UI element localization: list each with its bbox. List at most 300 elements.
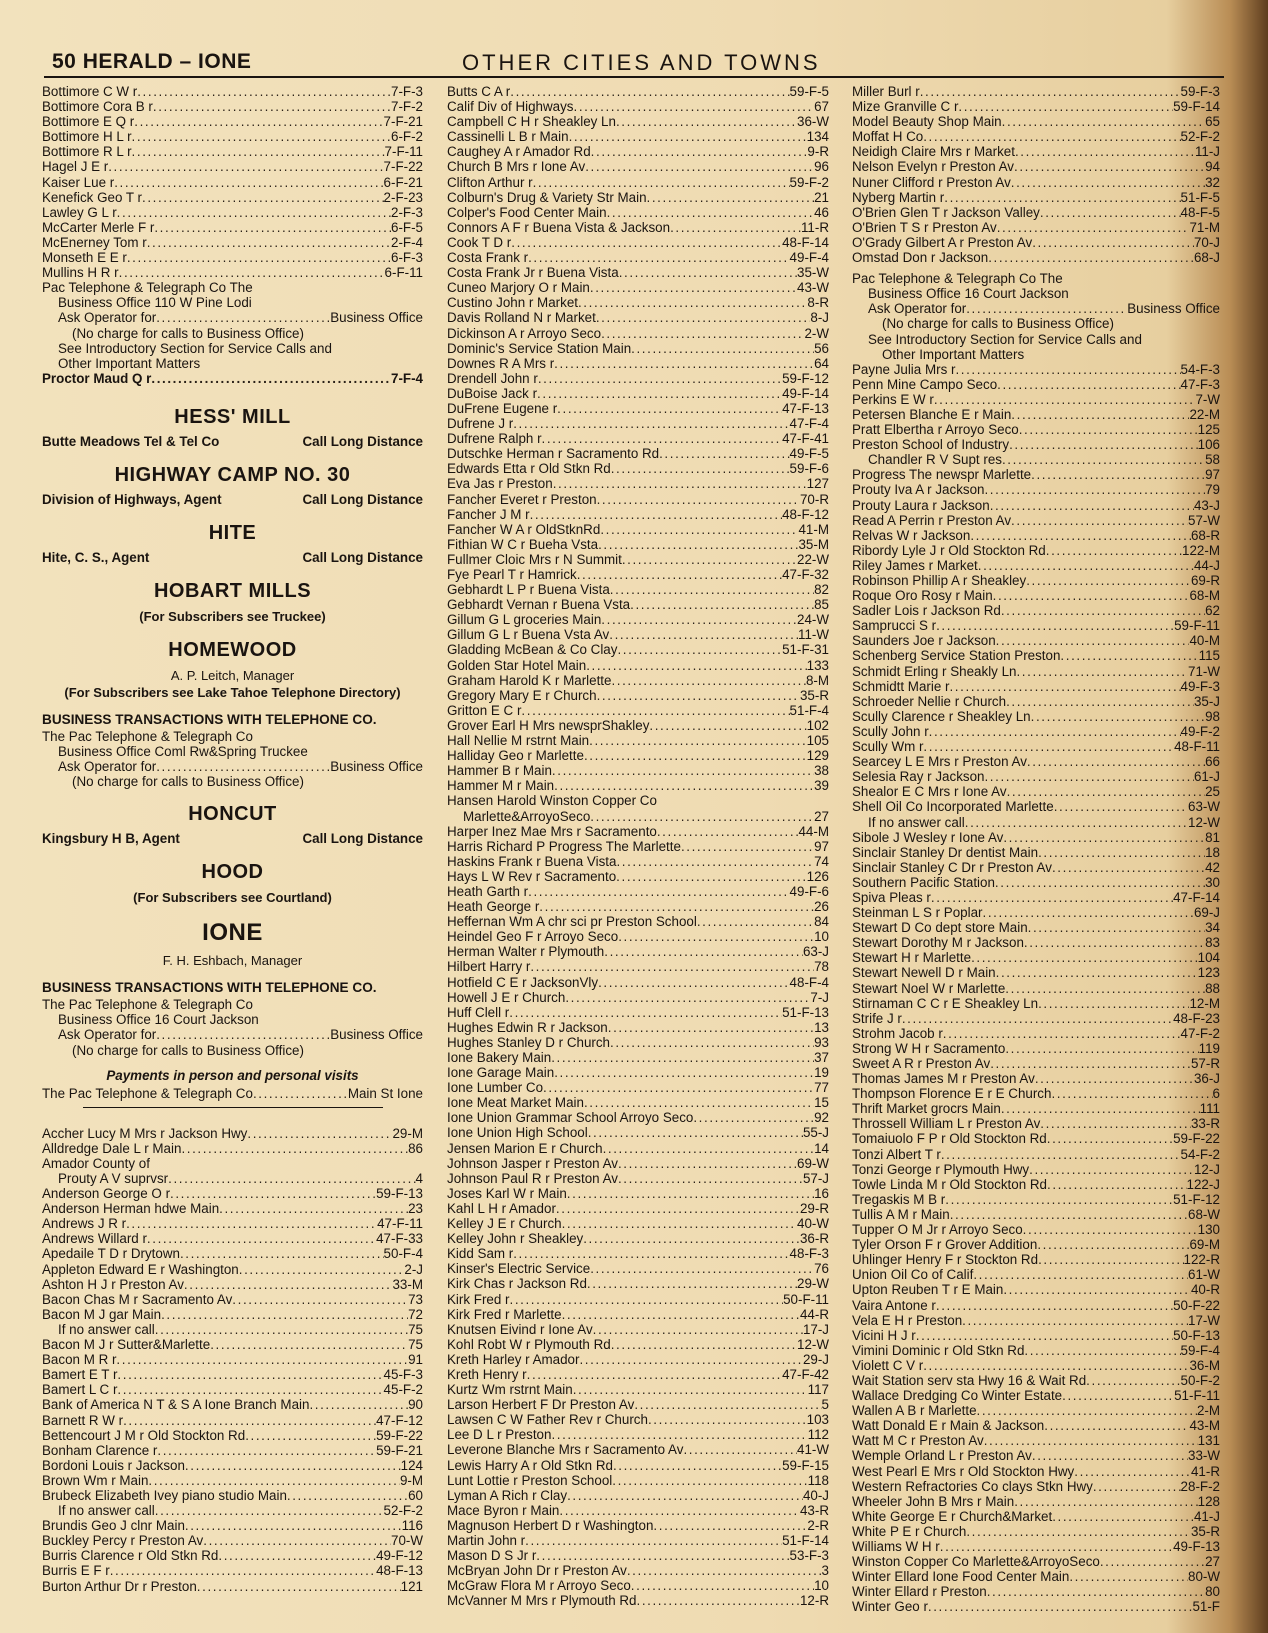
leader-dots [1047, 1131, 1173, 1146]
listing-group [447, 84, 829, 1608]
listing-number: 69-J [1193, 905, 1220, 921]
listing-name: Prouty Laura r Jackson [852, 497, 990, 513]
leader-dots [1031, 467, 1205, 482]
listing-row [852, 799, 1220, 814]
listing-number: 70-W [391, 1533, 423, 1549]
leader-dots [1015, 144, 1195, 159]
listing-number: 71-W [1188, 663, 1220, 679]
listing-number: 6 [1212, 1086, 1220, 1102]
listing-number: 51-F-31 [782, 642, 829, 658]
listing-row [852, 1418, 1220, 1433]
listing-number: 128 [1197, 1493, 1220, 1509]
listing-number: 2-M [1196, 1403, 1220, 1419]
listing-row [852, 1177, 1220, 1192]
listing-number: 10 [814, 1578, 829, 1594]
leader-dots [584, 1095, 814, 1110]
leader-dots [108, 159, 383, 174]
listing-row [447, 658, 829, 673]
listing-number: 115 [1198, 648, 1220, 664]
listing-name: Perkins E W r [852, 391, 934, 407]
leader-dots [631, 1578, 814, 1593]
listing-name: Kelley J E r Church [447, 1216, 562, 1232]
leader-dots [931, 890, 1173, 905]
listing-name: Kaiser Lue r [42, 174, 115, 190]
listing-row [852, 1131, 1220, 1146]
leader-dots [117, 1367, 383, 1382]
listing-row [447, 356, 829, 371]
leader-dots [1038, 1252, 1183, 1267]
listing-name: Anderson Herman hdwe Main [42, 1201, 220, 1217]
listing-number: 61-W [1188, 1267, 1220, 1283]
listing-number: 49-F-14 [782, 385, 829, 401]
listing-name: Winter Ellard Ione Food Center Main [852, 1569, 1070, 1585]
listing-name: Bonham Clarence r [42, 1442, 158, 1458]
listing-name: Violett C V r [852, 1357, 924, 1373]
leader-dots [988, 250, 1194, 265]
listing-row [447, 1080, 829, 1095]
listing-number: 105 [806, 733, 829, 749]
listing-row [852, 528, 1220, 543]
listing-name: DuFrene Eugene r [447, 400, 558, 416]
listing-number: 11-W [798, 627, 829, 643]
listing-name: Williams W H r [852, 1539, 940, 1554]
listing-row [447, 959, 829, 974]
leader-dots [137, 84, 391, 99]
listing-row [447, 1322, 829, 1337]
listing-name: Hagel J E r [42, 159, 109, 175]
listing-name: Gillum G L groceries Main [447, 612, 602, 628]
leader-dots [697, 914, 814, 929]
section-manager: F. H. Eshbach, Manager [162, 953, 303, 969]
listing-row [447, 1186, 829, 1201]
leader-dots [940, 1539, 1173, 1554]
listing-row [852, 99, 1220, 114]
listing-number: 59-F-21 [376, 1442, 423, 1458]
listing-number: 51-F-5 [1180, 189, 1220, 205]
listing-row [42, 1126, 423, 1141]
leader-dots [993, 588, 1190, 603]
listing-number: 36-M [1189, 1357, 1220, 1373]
listing-name: Tregaskis M B r [852, 1191, 946, 1207]
leader-dots [147, 1231, 376, 1246]
leader-dots [611, 461, 790, 476]
leader-dots [609, 627, 798, 642]
section-title-hood: HOOD [201, 861, 264, 884]
leader-dots [510, 1292, 784, 1307]
listing-row [852, 1252, 1220, 1267]
listing-row [852, 664, 1220, 679]
leader-dots [1002, 114, 1205, 129]
leader-dots [525, 1533, 782, 1548]
listing-row [447, 778, 829, 793]
listing-name: Church B Mrs r Ione Av [447, 159, 586, 175]
listing-number: 26 [814, 899, 829, 915]
listing-row [447, 1171, 829, 1186]
listing-name: If no answer call [58, 1321, 155, 1337]
listing-name: Dutschke Herman r Sacramento Rd [447, 446, 660, 462]
leader-dots [117, 1382, 383, 1397]
listing-number: 12-M [1189, 995, 1220, 1011]
listing-number: 48-F-5 [1180, 204, 1220, 220]
listing-number: 63-W [1188, 799, 1220, 815]
listing-row [852, 633, 1220, 648]
listing-number: 6-F-5 [391, 219, 423, 235]
leader-dots [1001, 1101, 1200, 1116]
leader-dots [923, 739, 1174, 754]
listing-number: 79 [1205, 482, 1220, 498]
listing-row [447, 733, 829, 748]
leader-dots [537, 386, 782, 401]
listing-number: 48-F-12 [782, 506, 829, 522]
leader-dots [1093, 1479, 1181, 1494]
leader-dots [553, 476, 807, 491]
listing-number: 86 [408, 1140, 423, 1156]
listing-row [447, 1382, 829, 1397]
pac-see: See Introductory Section for Service Calls and [58, 340, 332, 356]
listing-number: 12-J [1193, 1161, 1220, 1177]
listing-name: Barnett R W r [42, 1412, 124, 1428]
listing-number: 51-F-12 [1173, 1191, 1220, 1207]
listing-number: Business Office [330, 310, 423, 326]
listing-number: 126 [806, 868, 829, 884]
listing-number: 61-J [1193, 769, 1220, 785]
listing-number: 35-J [1193, 693, 1220, 709]
leader-dots [530, 507, 783, 522]
leader-dots [197, 1579, 401, 1594]
leader-dots [562, 1216, 797, 1231]
listing-row [852, 981, 1220, 996]
leader-dots [973, 1267, 1188, 1282]
listing-row [447, 1156, 829, 1171]
leader-dots [239, 1262, 405, 1277]
page-title: OTHER CITIES AND TOWNS [462, 50, 821, 75]
listing-number: 82 [814, 582, 829, 598]
listing-name: Kinser's Electric Service [447, 1261, 591, 1277]
leader-dots [528, 884, 789, 899]
listing-name: Brubeck Elizabeth Ivey piano studio Main [42, 1487, 287, 1503]
leader-dots [928, 1599, 1193, 1614]
pac-ask: Ask Operator for ..... Business Office [42, 759, 423, 774]
listing-row [852, 498, 1220, 513]
leader-dots [148, 1473, 400, 1488]
listing-number: 78 [814, 959, 829, 975]
pac-nocharge: (No charge for calls to Business Office) [72, 774, 304, 790]
listing-row [42, 250, 423, 265]
listing-number: 47-F-33 [376, 1231, 423, 1247]
listing-number: 66 [1205, 754, 1220, 770]
listing-name: Bank of America N T & S A Ione Branch Main [42, 1397, 310, 1413]
listing-name: Towle Linda M r Old Stockton Rd [852, 1176, 1047, 1192]
listing-row [447, 1352, 829, 1367]
leader-dots [987, 1584, 1205, 1599]
listing-number: 59-F-14 [1173, 99, 1220, 115]
listing-name: Stewart H r Marlette [852, 950, 972, 966]
leader-dots [1060, 648, 1198, 663]
leader-dots [565, 990, 810, 1005]
listing-number: 2-F-4 [391, 234, 423, 250]
listing-name: Watt M C r Preston Av [852, 1433, 984, 1449]
leader-dots [185, 1518, 402, 1533]
leader-dots [949, 679, 1180, 694]
leader-dots [569, 129, 807, 144]
listing-row [447, 1035, 829, 1050]
listing-row [447, 280, 829, 295]
leader-dots [990, 498, 1194, 513]
leader-dots [613, 1458, 782, 1473]
listing-row: Hansen Harold Winston Copper Co [447, 793, 657, 809]
leader-dots [902, 1011, 1173, 1026]
listing-name: Ask Operator for [58, 310, 157, 326]
leader-dots [1052, 1509, 1194, 1524]
listing-row [447, 401, 829, 416]
listing-number: 44-M [798, 823, 829, 839]
listing-number: 17-W [1188, 1312, 1220, 1328]
listing-number: 81 [1205, 829, 1220, 845]
leader-dots [1086, 1373, 1180, 1388]
listing-name: Harper Inez Mae Mrs r Sacramento [447, 823, 657, 839]
listing-name: Stewart D Co dept store Main [852, 920, 1028, 936]
leader-dots [590, 1261, 814, 1276]
listing-number: 17-J [802, 1321, 829, 1337]
listing-name: Brundis Geo J clnr Main [42, 1518, 185, 1534]
listing-name: Searcey L E Mrs r Preston Av [852, 754, 1027, 770]
listing-number: 6-F-3 [391, 250, 423, 266]
listing-name: Mize Granville C r [852, 99, 959, 115]
listing-name: Caughey A r Amador Rd [447, 144, 591, 160]
leader-dots [966, 1524, 1191, 1539]
leader-dots [610, 1035, 814, 1050]
listing-name: Fancher Everet r Preston [447, 491, 597, 507]
listing-row [447, 597, 829, 612]
listing-row [852, 950, 1220, 965]
listing-name: Mace Byron r Main [447, 1502, 560, 1518]
listing-row [447, 144, 829, 159]
section-title-highway: HIGHWAY CAMP NO. 30 [114, 463, 351, 486]
listing-number: 48-F-23 [1173, 1010, 1220, 1026]
leader-dots [943, 1026, 1181, 1041]
listing-name: Tullis A M r Main [852, 1206, 950, 1222]
listing-number: 29-W [797, 1276, 829, 1292]
leader-dots [247, 1126, 392, 1141]
leader-dots [1035, 1071, 1194, 1086]
listing-number: 49-F-2 [1180, 723, 1220, 739]
listing-number: 45-F-3 [383, 1367, 423, 1383]
listing-number: 80 [1205, 1584, 1220, 1600]
listing-name: Sinclair Stanley Dr dentist Main [852, 844, 1039, 860]
leader-dots [539, 899, 814, 914]
leader-dots [557, 401, 782, 416]
leader-dots [184, 1277, 393, 1292]
leader-dots [618, 1156, 797, 1171]
listing-row [852, 1026, 1220, 1041]
listing-name: McBryan John Dr r Preston Av [447, 1563, 627, 1579]
column-2 [447, 84, 829, 1608]
listing-row [852, 1539, 1220, 1554]
listing-row [447, 250, 829, 265]
leader-dots [958, 99, 1173, 114]
listing-row [42, 1503, 423, 1518]
listing-number: 9-M [399, 1472, 423, 1488]
listing-number: 27 [814, 808, 829, 824]
listing-name: Knutsen Eivind r Ione Av [447, 1321, 593, 1337]
listing-name: Miller Burl r [852, 84, 920, 99]
listing-number: 125 [1197, 422, 1220, 438]
listing-number: 48-F-3 [789, 1246, 829, 1262]
listing-row [852, 1569, 1220, 1584]
listing-row [42, 1443, 423, 1458]
leader-dots [962, 1313, 1188, 1328]
listing-number: 52-F-2 [383, 1503, 423, 1519]
listing-name: Bottimore R L r [42, 144, 132, 160]
leader-dots [1100, 1554, 1205, 1569]
listing-row [42, 1292, 423, 1307]
listing-number: 29-J [802, 1351, 829, 1367]
leader-dots [618, 929, 814, 944]
listing-row [852, 860, 1220, 875]
listing-row [447, 114, 829, 129]
listing-row [852, 1388, 1220, 1403]
listing-name: Vicini H J r [852, 1327, 916, 1343]
leader-dots [513, 1246, 789, 1261]
listing-row [447, 703, 829, 718]
leader-dots [996, 965, 1198, 980]
listing-name: Graham Harold K r Marlette [447, 672, 612, 688]
listing-number: 35-R [799, 687, 829, 703]
listing-number: 106 [1197, 437, 1220, 453]
listing-row [447, 884, 829, 899]
leader-dots [616, 869, 806, 884]
listing-name: Kirk Fred r Marlette [447, 1306, 562, 1322]
listing-name: Grover Earl H Mrs newsprShakley [447, 717, 650, 733]
listing-row [447, 431, 829, 446]
leader-dots [543, 1080, 814, 1095]
listing-row [852, 739, 1220, 754]
listing-row [447, 1533, 829, 1548]
listing-row [852, 603, 1220, 618]
section-title-honcut: HONCUT [188, 803, 277, 826]
listing-number: 122-M [1182, 542, 1220, 558]
listing-row [852, 437, 1220, 452]
listing-number: 16 [814, 1185, 829, 1201]
listing-name: McCarter Merle F r [42, 219, 155, 235]
leader-dots [1016, 664, 1188, 679]
listing-row [447, 129, 829, 144]
listing-name: Calif Div of Highways [447, 99, 574, 115]
listing-row [447, 205, 829, 220]
listing-name: Bacon M R r [42, 1352, 117, 1368]
leader-dots [1009, 437, 1198, 452]
listing-name: Lawsen C W Father Rev r Church [447, 1412, 648, 1428]
listing-number: 102 [806, 717, 829, 733]
leader-dots [574, 99, 815, 114]
leader-dots [945, 1192, 1173, 1207]
listing-number: 74 [814, 853, 829, 869]
listing-name: Steinman L S r Poplar [852, 905, 983, 921]
listing-number: 6-F-2 [391, 129, 423, 145]
listing-number: 124 [400, 1457, 423, 1473]
leader-dots [513, 416, 789, 431]
listing-number: 19 [814, 1065, 829, 1081]
listing-number: 40-R [1190, 1282, 1220, 1298]
listing-row [447, 869, 829, 884]
listing-number: 23 [408, 1201, 423, 1217]
listing-row [447, 537, 829, 552]
listing-name: Gregory Mary E r Church [447, 687, 597, 703]
listing-name: Ione Lumber Co [447, 1080, 544, 1096]
pac-ask: Ask Operator for ..... Business Office [42, 1027, 423, 1042]
section-row: Hite, C. S., Agent Call Long Distance [42, 549, 423, 565]
listing-row [42, 1533, 423, 1548]
listing-number: 60 [408, 1487, 423, 1503]
listing-row [447, 1261, 829, 1276]
listing-name: Hughes Edwin R r Jackson [447, 1019, 608, 1035]
listing-name: Ashton H J r Preston Av [42, 1276, 184, 1292]
listing-row [852, 1116, 1220, 1131]
leader-dots [929, 724, 1181, 739]
listing-name: Tonzi Albert T r [852, 1146, 941, 1162]
leader-dots [1031, 709, 1205, 724]
leader-dots [1032, 235, 1194, 250]
leader-dots [552, 763, 814, 778]
listing-number: 47-F-2 [1180, 1025, 1220, 1041]
listing-name: Hammer B r Main [447, 763, 552, 779]
section-title-ione: IONE [202, 919, 263, 947]
listing-number: 59-F-4 [1180, 1342, 1220, 1358]
listing-number: 35-M [798, 536, 829, 552]
leader-dots [155, 1322, 408, 1337]
listing-number: 8-J [810, 310, 829, 326]
payments-row: The Pac Telephone & Telegraph Co ..... Main St Ione [42, 1086, 423, 1101]
listing-row [447, 567, 829, 582]
listing-name: Lewis Harry A r Old Stkn Rd [447, 1457, 613, 1473]
leader-dots [590, 280, 797, 295]
listing-number: 75 [408, 1337, 423, 1353]
listing-row [852, 890, 1220, 905]
leader-dots [619, 265, 797, 280]
leader-dots [1038, 996, 1189, 1011]
listing-name: Kurtz Wm rstrnt Main [447, 1382, 573, 1398]
listing-number: 7-W [1195, 391, 1220, 407]
leader-dots [1011, 175, 1205, 190]
listing-name: Ione Meat Market Main [447, 1095, 584, 1111]
listing-name: Burton Arthur Dr r Preston [42, 1578, 197, 1594]
listing-row [852, 144, 1220, 159]
listing-row [42, 1277, 423, 1292]
leader-dots [510, 84, 789, 99]
listing-name: Gillum G L r Buena Vsta Av [447, 627, 610, 643]
listing-row [42, 1231, 423, 1246]
listing-row [42, 144, 423, 159]
listing-number: 24-W [797, 612, 829, 628]
listing-name: Stewart Noel W r Marlette [852, 980, 1006, 996]
listing-row [447, 914, 829, 929]
listing-name: If no answer call [868, 814, 965, 830]
listing-row [447, 1292, 829, 1307]
listing-name: Vela E H r Preston [852, 1312, 963, 1328]
listing-number: 47-F-13 [782, 400, 829, 416]
listing-number: 80-W [1188, 1569, 1220, 1585]
listing-row [852, 1086, 1220, 1101]
leader-dots [1002, 452, 1205, 467]
listing-number: 55-J [802, 1125, 829, 1141]
listing-name: Fancher W A r OldStknRd [447, 521, 601, 537]
listing-number: 53-F-3 [789, 1548, 829, 1564]
pac-office: Business Office 16 Court Jackson [868, 286, 1069, 302]
pac-office: Business Office 110 W Pine Lodi [58, 295, 252, 311]
listing-row [447, 341, 829, 356]
listing-name: Anderson George O r [42, 1186, 171, 1202]
listing-row [852, 1373, 1220, 1388]
